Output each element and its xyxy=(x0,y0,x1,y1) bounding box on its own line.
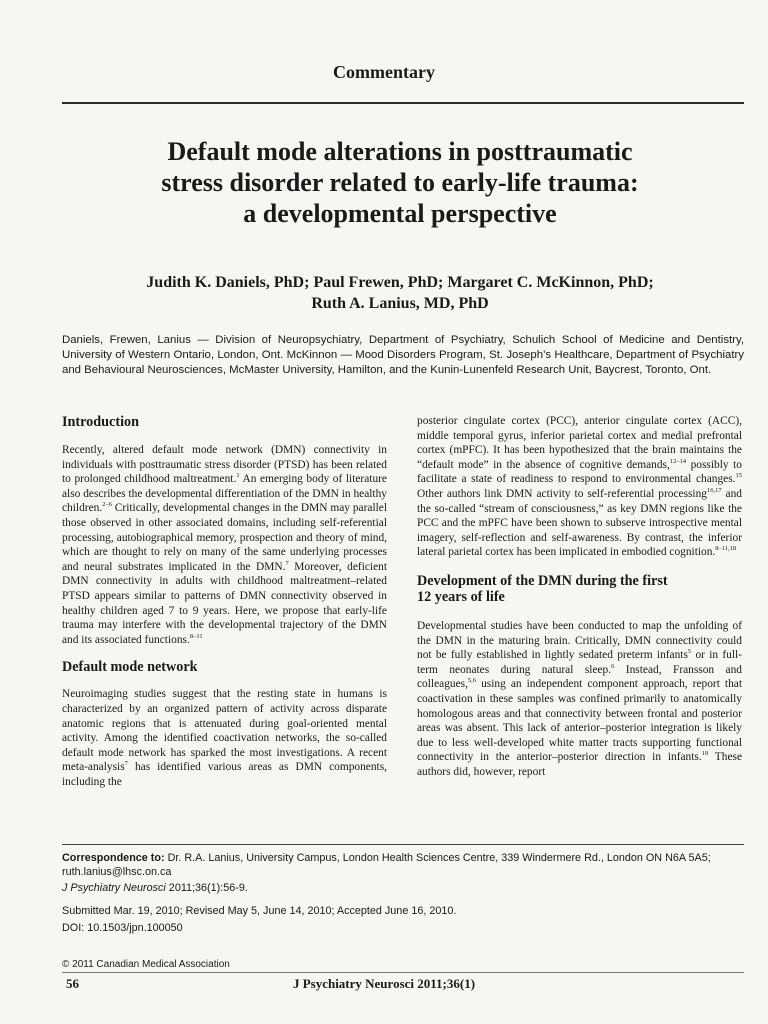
citation-line xyxy=(62,882,744,896)
footer-rule xyxy=(62,844,744,845)
author-line: Ruth A. Lanius, MD, PhD xyxy=(311,295,489,312)
continued-paragraph: posterior cingulate cortex (PCC), anterior cingulate cortex (ACC), middle temporal gyrus, inferior parietal cortex and medial prefrontal cortex (mPFC). It has been hypothesized that the brain maintains the “default mode” in the absence of cognitive demands,$^{12-14}$ possibly to facilitate a state of readiness to respond to environmental changes.$^{15}$ Other authors link DMN activity to self-referential processing$^{16,17}$ and the so-called “stream of consciousness,” as key DMN regions like the PCC and the mPFC have been shown to subserve introspective mental imagery, self-reflection and self-awareness. By contrast, the inferior lateral parietal cortex has been implicated in embodied cognition.$^{8-11,18}$ xyxy=(417,415,742,559)
dmn-heading: Default mode network xyxy=(62,659,198,676)
copyright-notice: © 2011 Canadian Medical Association xyxy=(62,959,230,970)
citation-journal: J Psychiatry Neurosci xyxy=(62,882,166,894)
left-column xyxy=(62,414,387,789)
development-paragraph: Developmental studies have been conducted to map the unfolding of the DMN in the maturing brain. Critically, DMN connectivity could not be fully established in lightly sedated preterm infants$^5$ or in full-term neonates during natural sleep.$^6$ Instead, Fransson and colleagues,$^{5,6}$ using an independent component approach, report that coactivation in these samples was confined primarily to anatomically homologous areas and that connectivity between frontal and posterior areas was absent. This lack of anterior–posterior integration is likely due to less well-developed white matter tracts supporting functional connectivity in the anterior–posterior direction in infants.$^{19}$ These authors did, however, report xyxy=(417,619,742,778)
running-footer: J Psychiatry Neurosci 2011;36(1) xyxy=(292,976,476,991)
development-heading xyxy=(417,573,742,605)
correspondence-block xyxy=(62,852,744,879)
author-line: Judith K. Daniels, PhD; Paul Frewen, PhD; Margaret C. McKinnon, PhD; xyxy=(146,274,654,291)
right-column xyxy=(417,414,742,779)
page-number: 56 xyxy=(66,976,79,991)
heading-line: 12 years of life xyxy=(417,588,505,605)
reference-marker: 12–14 xyxy=(669,457,687,465)
reference-marker: 1 xyxy=(236,472,240,480)
reference-marker: 6 xyxy=(611,662,615,670)
reference-marker: 8–11,18 xyxy=(715,545,737,553)
dmn-paragraph: Neuroimaging studies suggest that the resting state in humans is characterized by an organized pattern of activity across disparate anatomic regions that is attenuated during goal-oriented mental activity. Among the identified coactivation networks, the so-called default mode network has sparked the most investigations. A recent meta-analysis$^7$ has identified various areas as DMN components, including the xyxy=(62,688,387,788)
reference-marker: 19 xyxy=(701,750,709,758)
header-rule xyxy=(62,102,744,104)
article-title xyxy=(90,136,710,229)
reference-marker: 15 xyxy=(735,472,742,480)
title-line: a developmental perspective xyxy=(243,199,557,228)
reference-marker: 5 xyxy=(687,648,692,656)
section-label: Commentary xyxy=(333,62,435,82)
heading-line: Development of the DMN during the first xyxy=(417,572,668,589)
affiliations: Daniels, Frewen, Lanius — Division of Neuropsychiatry, Department of Psychiatry, Schulich School of Medicine and Dentistry, University of Western Ontario, London, Ont. McKinnon — Mood Disorders Program, St. Joseph’s Healthcare, Department of Psychiatry and Behavioural Neurosciences, McMaster University, Hamilton, and the Kunin-Lunenfeld Research Unit, Baycrest, Toronto, Ont. xyxy=(62,334,744,376)
citation-detail: 2011;36(1):56-9. xyxy=(165,882,248,894)
submission-dates: Submitted Mar. 19, 2010; Revised May 5, June 14, 2010; Accepted June 16, 2010. xyxy=(62,905,457,917)
reference-marker: 2–6 xyxy=(102,501,112,509)
author-list xyxy=(90,272,710,314)
doi-line[interactable]: DOI: 10.1503/jpn.100050 xyxy=(62,922,183,934)
correspondence-text: Dr. R.A. Lanius, University Campus, London Health Sciences Centre, 339 Windermere Rd., London ON N6A 5A5; xyxy=(164,852,711,864)
reference-marker: 7 xyxy=(124,760,128,768)
reference-marker: 8–11 xyxy=(189,632,203,640)
title-line: stress disorder related to early-life trauma: xyxy=(161,168,639,197)
introduction-paragraph: Recently, altered default mode network (DMN) connectivity in individuals with posttraumatic stress disorder (PTSD) has been related to prolonged childhood maltreatment.$^1$ An emerging body of literature also describes the developmental differentiation of the DMN in healthy children.$^{2-6}$ Critically, developmental changes in the DMN may parallel those observed in other associated domains, including self-referential processing, autobiographical memory, prospection and theory of mind, which are thought to rely on many of the same underlying processes and neural substrates implicated in the DMN.$^7$ Moreover, deficient DMN connectivity in adults with childhood maltreatment–related PTSD appears similar to patterns of DMN connectivity observed in healthy children aged 7 to 9 years. Here, we propose that early-life trauma may interfere with the developmental trajectory of the DMN and its associated functions.$^{8-11}$ xyxy=(62,444,388,646)
reference-marker: 16,17 xyxy=(707,487,722,495)
reference-marker: 7 xyxy=(285,559,289,567)
title-line: Default mode alterations in posttraumatic xyxy=(167,137,633,166)
correspondence-email[interactable]: ruth.lanius@lhsc.on.ca xyxy=(62,865,172,878)
correspondence-label: Correspondence to: xyxy=(62,852,165,864)
reference-marker: 5,6 xyxy=(467,677,477,685)
copyright-rule xyxy=(62,972,744,973)
introduction-heading: Introduction xyxy=(62,414,139,430)
